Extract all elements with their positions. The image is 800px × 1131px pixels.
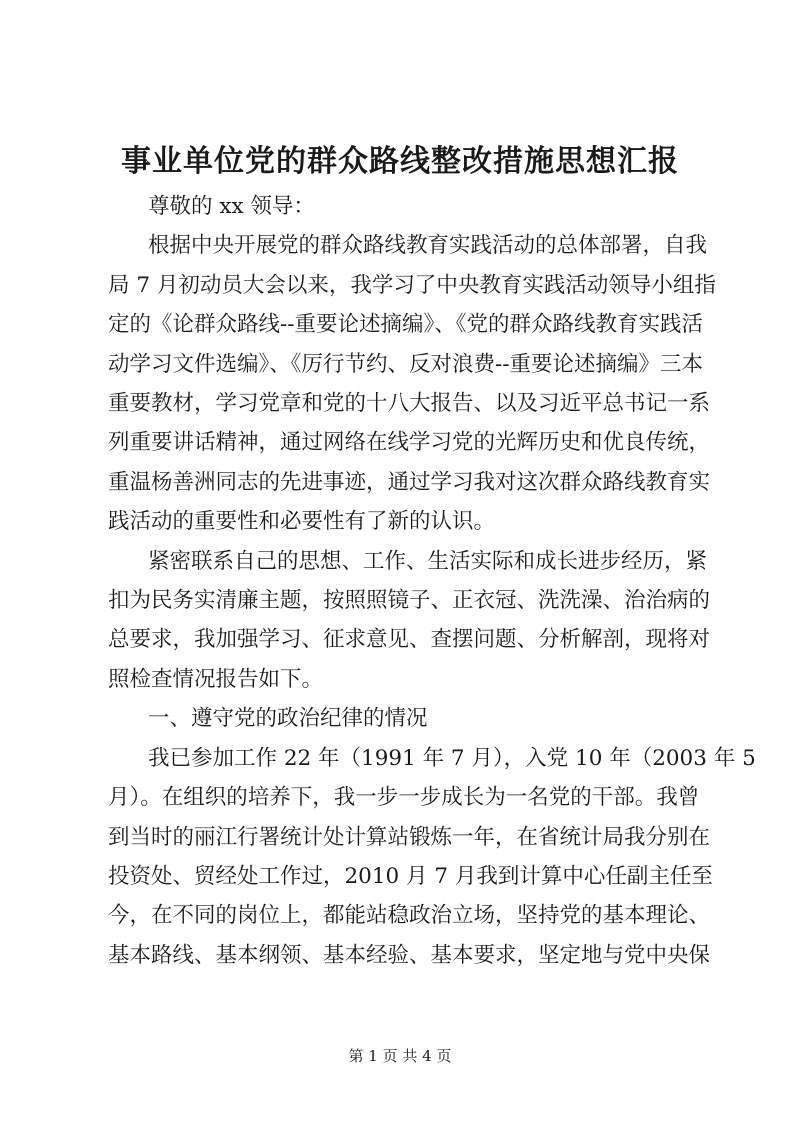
paragraph-1-line: 列重要讲话精神，通过网络在线学习党的光辉历史和优良传统， <box>108 430 711 456</box>
paragraph-2-line: 紧密联系自己的思想、工作、生活实际和成长进步经历，紧 <box>148 548 708 574</box>
paragraph-1-line: 重温杨善洲同志的先进事迹，通过学习我对这次群众路线教育实 <box>108 469 711 495</box>
paragraph-1-line: 根据中央开展党的群众路线教育实践活动的总体部署，自我 <box>148 233 708 259</box>
salutation-line: 尊敬的 xx 领导： <box>148 194 315 219</box>
paragraph-2-line: 总要求，我加强学习、征求意见、查摆问题、分析解剖，现将对 <box>108 627 711 653</box>
paragraph-1-line: 定的《论群众路线--重要论述摘编》、《党的群众路线教育实践活 <box>108 312 704 338</box>
paragraph-3-line: 月）。在组织的培养下，我一步一步成长为一名党的干部。我曾 <box>108 785 700 811</box>
document-title: 事业单位党的群众路线整改措施思想汇报 <box>121 144 679 179</box>
paragraph-2-line: 照检查情况报告如下。 <box>108 666 324 692</box>
paragraph-1-line: 践活动的重要性和必要性有了新的认识。 <box>108 509 496 535</box>
paragraph-3-line: 基本路线、基本纲领、基本经验、基本要求，坚定地与党中央保 <box>108 942 711 968</box>
paragraph-2-line: 扣为民务实清廉主题，按照照镜子、正衣冠、洗洗澡、治治病的 <box>108 588 711 614</box>
paragraph-3-line: 我已参加工作 22 年（1991 年 7 月），入党 10 年（2003 年 5 <box>148 745 756 771</box>
paragraph-1-line: 动学习文件选编》、《厉行节约、反对浪费--重要论述摘编》三本 <box>108 351 704 377</box>
document-body <box>108 187 756 975</box>
page-number-footer: 第 1 页 共 4 页 <box>348 1047 452 1065</box>
paragraph-3-line: 今，在不同的岗位上，都能站稳政治立场，坚持党的基本理论、 <box>108 903 711 929</box>
section-heading: 一、遵守党的政治纪律的情况 <box>148 706 428 732</box>
paragraph-1-line: 重要教材，学习党章和党的十八大报告、以及习近平总书记一系 <box>108 391 711 417</box>
paragraph-3-line: 到当时的丽江行署统计处计算站锻炼一年，在省统计局我分别在 <box>108 824 711 850</box>
paragraph-1-line: 局 7 月初动员大会以来，我学习了中央教育实践活动领导小组指 <box>108 272 716 298</box>
paragraph-3-line: 投资处、贸经处工作过，2010 月 7 月我到计算中心任副主任至 <box>108 863 713 889</box>
